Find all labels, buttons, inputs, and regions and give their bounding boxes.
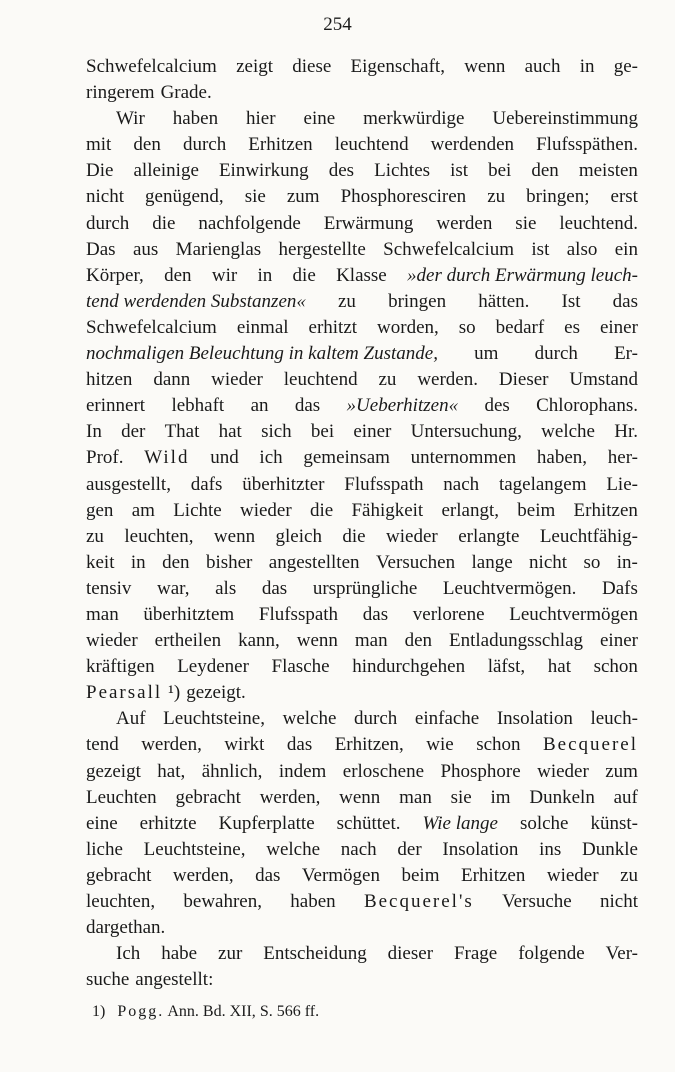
text-line <box>86 158 638 184</box>
text-line <box>86 445 638 471</box>
word: das <box>286 734 313 756</box>
word: Erhitzen <box>248 134 313 156</box>
footnote-word: ff. <box>304 1003 320 1020</box>
word: werden <box>436 212 493 234</box>
text-line <box>86 263 638 289</box>
word: welche <box>266 838 321 860</box>
word: hat <box>547 656 571 678</box>
word: That <box>164 421 200 443</box>
word: schon <box>476 734 521 756</box>
word: »Ueberhitzen« <box>346 395 459 417</box>
word: zu <box>338 290 356 312</box>
word: Er- <box>614 343 638 365</box>
word: unternommen <box>410 447 517 469</box>
word: Lie- <box>606 473 638 495</box>
word: erlangte <box>458 525 520 547</box>
text-line <box>86 289 638 315</box>
word: das <box>362 603 389 625</box>
word: ich <box>259 447 283 469</box>
text-line <box>86 498 638 524</box>
word: keit <box>86 551 115 573</box>
word: ist <box>531 238 550 260</box>
page-number: 254 <box>323 14 352 35</box>
word: »der durch Erwärmung leuch- <box>407 264 638 286</box>
word: läfst, <box>487 656 526 678</box>
text-line <box>86 106 638 132</box>
footnote-word: Ann. <box>167 1003 199 1020</box>
word: Entladungsschlag <box>448 630 584 652</box>
word: es <box>564 316 580 338</box>
word: der <box>121 421 146 443</box>
word: zu <box>378 369 397 391</box>
word: welche <box>282 708 337 730</box>
word: zeigt <box>236 56 274 77</box>
word: hergestellte <box>278 238 366 260</box>
word: durch <box>354 708 398 730</box>
word: welche <box>541 421 595 443</box>
word: solche <box>519 812 569 834</box>
word: Die <box>86 160 114 182</box>
word: in <box>257 264 273 286</box>
word: genügend, <box>145 186 224 208</box>
text-line <box>86 419 638 445</box>
word: um <box>474 343 499 365</box>
footnote <box>92 1002 319 1022</box>
word: Dafs <box>602 577 638 599</box>
word: künst- <box>590 812 638 834</box>
word: Erwärmung <box>323 212 414 234</box>
text-line <box>86 967 638 993</box>
word: am <box>131 499 155 521</box>
word: hier <box>246 108 276 130</box>
word: gleich <box>275 525 322 547</box>
text-line <box>86 54 638 80</box>
word: durch <box>182 134 227 156</box>
word: in- <box>616 551 638 573</box>
footnote-word: Bd. <box>202 1003 226 1020</box>
word: zum <box>286 186 320 208</box>
footnote-word: S. <box>259 1003 273 1020</box>
word: zum <box>605 760 638 782</box>
word: an <box>250 395 269 417</box>
word: kann, <box>238 630 280 652</box>
word: schüttet. <box>336 812 401 834</box>
word: Leuchtvermögen. <box>442 577 577 599</box>
text-line <box>86 576 638 602</box>
word: ringerem <box>86 82 155 104</box>
word: werden. <box>417 369 478 391</box>
word: Entscheidung <box>263 943 367 965</box>
text-line <box>86 367 638 393</box>
word: Ich <box>116 943 141 965</box>
text-line <box>86 863 638 889</box>
word: habe <box>161 943 198 965</box>
word: einer <box>353 421 392 443</box>
word: Dunkeln <box>529 786 595 808</box>
word: Schwefelcalcium <box>383 238 515 260</box>
word: dafs <box>190 473 223 495</box>
word: werden, <box>141 734 202 756</box>
word: sie <box>244 186 266 208</box>
text-line <box>86 837 638 863</box>
word: auf <box>613 786 638 808</box>
word: liche <box>86 838 123 860</box>
word: haben, <box>536 447 588 469</box>
word: die <box>309 499 334 521</box>
word: folgende <box>518 943 585 965</box>
word: nach <box>443 473 480 495</box>
text-line <box>86 132 638 158</box>
text-line <box>86 602 638 628</box>
word: lange <box>471 551 513 573</box>
word: Versuche <box>502 891 572 912</box>
word: die <box>152 212 176 234</box>
word: Prof. <box>86 447 124 469</box>
word: In <box>86 421 102 443</box>
word: den <box>162 551 190 573</box>
word: man <box>399 786 432 808</box>
word: Flasche <box>271 656 330 678</box>
word: des <box>328 160 355 182</box>
text-line <box>86 472 638 498</box>
word: in <box>579 56 595 77</box>
word: Erhitzen, <box>334 734 404 756</box>
footnote-word: Pogg. <box>117 1003 165 1020</box>
word: erhitzt <box>308 316 358 338</box>
word: erinnert <box>86 395 146 417</box>
text-line <box>86 211 638 237</box>
word: nach <box>340 838 377 860</box>
word: Körper, <box>86 264 144 286</box>
word: zur <box>218 943 243 965</box>
word: Kupferplatte <box>218 812 315 834</box>
word: gezeigt <box>86 760 141 782</box>
word: Untersuchung, <box>410 421 522 443</box>
word: wir <box>211 264 238 286</box>
word: aus <box>132 238 159 260</box>
word: wieder <box>386 525 438 547</box>
word: leuchten, <box>86 891 156 912</box>
word: lebhaft <box>171 395 225 417</box>
word: ins <box>539 838 562 860</box>
text-line <box>86 941 638 967</box>
word: Lichtes <box>374 160 431 182</box>
word: erlangt, <box>441 499 499 521</box>
word: als <box>215 577 237 599</box>
word: nachfolgende <box>198 212 301 234</box>
text-line <box>86 393 638 419</box>
word: dann <box>153 369 191 391</box>
text-line <box>86 80 638 106</box>
word: bewahren, <box>183 891 262 912</box>
word: Versuchen <box>375 551 456 573</box>
word: zu <box>620 864 638 886</box>
word: dargethan. <box>86 917 166 939</box>
word: durch <box>534 343 578 365</box>
text-line <box>86 732 638 758</box>
word: werdenden <box>430 134 515 156</box>
word: man <box>354 630 388 652</box>
word: wenn <box>464 56 506 77</box>
word: nochmaligen Beleuchtung in kaltem Zustande, <box>86 343 438 365</box>
word: Becquerel <box>542 734 638 756</box>
word: Leuchtsteine, <box>143 838 246 860</box>
word: das <box>255 864 281 886</box>
word: Insolation <box>496 708 573 730</box>
word: leuch- <box>590 708 638 730</box>
word: Phosphore <box>440 760 521 782</box>
word: einfache <box>414 708 480 730</box>
word: wenn <box>296 630 338 652</box>
word: Einwirkung <box>218 160 309 182</box>
word: das <box>261 577 288 599</box>
word: man <box>86 603 119 625</box>
word: leuchtend <box>283 369 358 391</box>
word: den <box>404 630 433 652</box>
word: eine <box>303 108 336 130</box>
word: leuchtend. <box>559 212 638 234</box>
footnote-word: XII, <box>229 1003 256 1020</box>
word: den <box>133 134 161 156</box>
word: so <box>583 551 601 573</box>
word: sie <box>450 786 472 808</box>
word: hitzen <box>86 369 133 391</box>
text-line <box>86 628 638 654</box>
word: haben <box>290 891 336 912</box>
word: Flufsspath <box>258 603 339 625</box>
word: wenn <box>339 786 381 808</box>
word: Klasse <box>336 264 387 286</box>
word: worden, <box>377 316 439 338</box>
word: alleinige <box>133 160 199 182</box>
word: bedarf <box>495 316 545 338</box>
word: wieder <box>86 630 138 652</box>
word: nicht <box>599 891 638 912</box>
word: tend <box>86 734 119 756</box>
word: der <box>397 838 422 860</box>
word: Marienglas <box>175 238 262 260</box>
text-line <box>86 237 638 263</box>
word: ähnlich, <box>201 760 263 782</box>
word: Leydener <box>177 656 249 678</box>
word: Leuchten <box>86 786 157 808</box>
word: Hr. <box>614 421 638 443</box>
word: mit <box>86 134 112 156</box>
word: den <box>164 264 192 286</box>
word: bei <box>488 160 512 182</box>
word: einer <box>599 630 638 652</box>
word: wenn <box>213 525 256 547</box>
word: einer <box>599 316 638 338</box>
word: Fähigkeit <box>351 499 424 521</box>
word: kräftigen <box>86 656 155 678</box>
word: zu <box>487 186 506 208</box>
word: erloschene <box>342 760 424 782</box>
word: Lichte <box>173 499 222 521</box>
word: ge- <box>613 56 638 77</box>
word: hat, <box>157 760 186 782</box>
word: Flufsspath <box>344 473 424 495</box>
word: auch <box>524 56 561 77</box>
word: tend werdenden Substanzen« <box>86 290 306 312</box>
word: gen <box>86 499 114 521</box>
word: erst <box>610 186 638 208</box>
word: Auf <box>116 708 146 730</box>
word: schon <box>593 656 638 678</box>
word: wie <box>426 734 454 756</box>
text-line <box>86 759 638 785</box>
word: Dieser <box>498 369 549 391</box>
word: suche <box>86 969 130 991</box>
word: Das <box>86 238 116 260</box>
word: merkwürdige <box>363 108 465 130</box>
word: eine <box>86 812 118 834</box>
word: her- <box>607 447 638 469</box>
word: tensiv <box>86 577 132 599</box>
word: gemeinsam <box>303 447 390 469</box>
word: indem <box>278 760 327 782</box>
word: Leuchtfähig- <box>539 525 638 547</box>
word: Becquerel's <box>363 891 474 912</box>
word: Insolation <box>442 838 519 860</box>
word: ausgestellt, <box>86 473 171 495</box>
word: überhitzter <box>242 473 325 495</box>
word: einmal <box>236 316 289 338</box>
word: erhitzte <box>139 812 197 834</box>
word: hindurchgehen <box>352 656 466 678</box>
word: ist <box>450 160 469 182</box>
word: Erhitzen <box>573 499 638 521</box>
word: beim <box>517 499 556 521</box>
word: Chlorophans. <box>536 395 638 417</box>
word: Schwefelcalcium <box>86 316 217 338</box>
word: also <box>566 238 598 260</box>
word: des <box>484 395 510 417</box>
word: werden, <box>259 786 321 808</box>
word: Eigenschaft, <box>350 56 445 77</box>
word: werden, <box>172 864 234 886</box>
word: Pearsall <box>86 682 163 704</box>
text-line <box>86 915 638 941</box>
word: Erhitzen <box>461 864 526 886</box>
word: Leuchtsteine, <box>163 708 265 730</box>
word: Phosphoresciren <box>340 186 467 208</box>
word: Schwefelcalcium <box>86 56 217 77</box>
word: durch <box>86 212 130 234</box>
word: hätten. <box>478 290 530 312</box>
word: wirkt <box>224 734 265 756</box>
word: Frage <box>453 943 498 965</box>
text-line <box>86 785 638 811</box>
word: Dunkle <box>582 838 638 860</box>
word: Flufsspäthen. <box>536 134 638 156</box>
word: und <box>210 447 239 469</box>
word: wieder <box>537 760 589 782</box>
body-text <box>86 54 638 993</box>
word: bringen; <box>526 186 590 208</box>
word: dieser <box>387 943 434 965</box>
word: überhitztem <box>143 603 235 625</box>
word: wieder <box>239 499 292 521</box>
word: ursprüngliche <box>312 577 418 599</box>
word: verlorene <box>412 603 485 625</box>
word: ertheilen <box>154 630 222 652</box>
word: bisher <box>205 551 253 573</box>
word: Uebereinstimmung <box>492 108 638 130</box>
text-line <box>86 680 638 706</box>
word: nicht <box>529 551 568 573</box>
word: im <box>490 786 511 808</box>
footnote-text <box>117 1003 319 1020</box>
footnote-word: 566 <box>276 1003 301 1020</box>
word: Leuchtvermögen <box>509 603 638 625</box>
word: Ist <box>561 290 581 312</box>
word: gebracht <box>86 864 152 886</box>
word: die <box>342 525 366 547</box>
word: Umstand <box>569 369 638 391</box>
text-line <box>86 654 638 680</box>
word: gebracht <box>175 786 241 808</box>
word: ¹) <box>168 682 181 704</box>
word: meisten <box>578 160 638 182</box>
text-line <box>86 889 638 915</box>
word: Ver- <box>605 943 638 965</box>
word: hat <box>218 421 242 443</box>
text-line <box>86 341 638 367</box>
text-line <box>86 706 638 732</box>
word: Wild <box>144 447 190 469</box>
word: das <box>294 395 321 417</box>
word: bringen <box>388 290 447 312</box>
word: nicht <box>86 186 124 208</box>
word: haben <box>172 108 219 130</box>
text-line <box>86 184 638 210</box>
word: so <box>458 316 476 338</box>
text-line <box>86 550 638 576</box>
word: sich <box>261 421 292 443</box>
text-line <box>86 811 638 837</box>
word: angestellt: <box>135 969 214 991</box>
word: diese <box>292 56 332 77</box>
word: Vermögen <box>301 864 380 886</box>
word: leuchten, <box>124 525 194 547</box>
word: war, <box>157 577 190 599</box>
text-line <box>86 524 638 550</box>
word: das <box>612 290 638 312</box>
word: gezeigt. <box>186 682 246 704</box>
word: Wir <box>116 108 145 130</box>
word: tagelangem <box>498 473 587 495</box>
word: bei <box>310 421 335 443</box>
word: Grade. <box>160 82 212 104</box>
word: sie <box>515 212 537 234</box>
word: die <box>292 264 316 286</box>
text-line <box>86 315 638 341</box>
footnote-number: 1) <box>92 1003 106 1020</box>
word: wieder <box>211 369 263 391</box>
word: den <box>531 160 559 182</box>
word: wieder <box>546 864 599 886</box>
word: zu <box>86 525 104 547</box>
word: angestellten <box>268 551 360 573</box>
word: in <box>130 551 146 573</box>
word: beim <box>401 864 440 886</box>
word: Wie lange <box>422 812 498 834</box>
word: ein <box>614 238 638 260</box>
word: leuchtend <box>334 134 409 156</box>
